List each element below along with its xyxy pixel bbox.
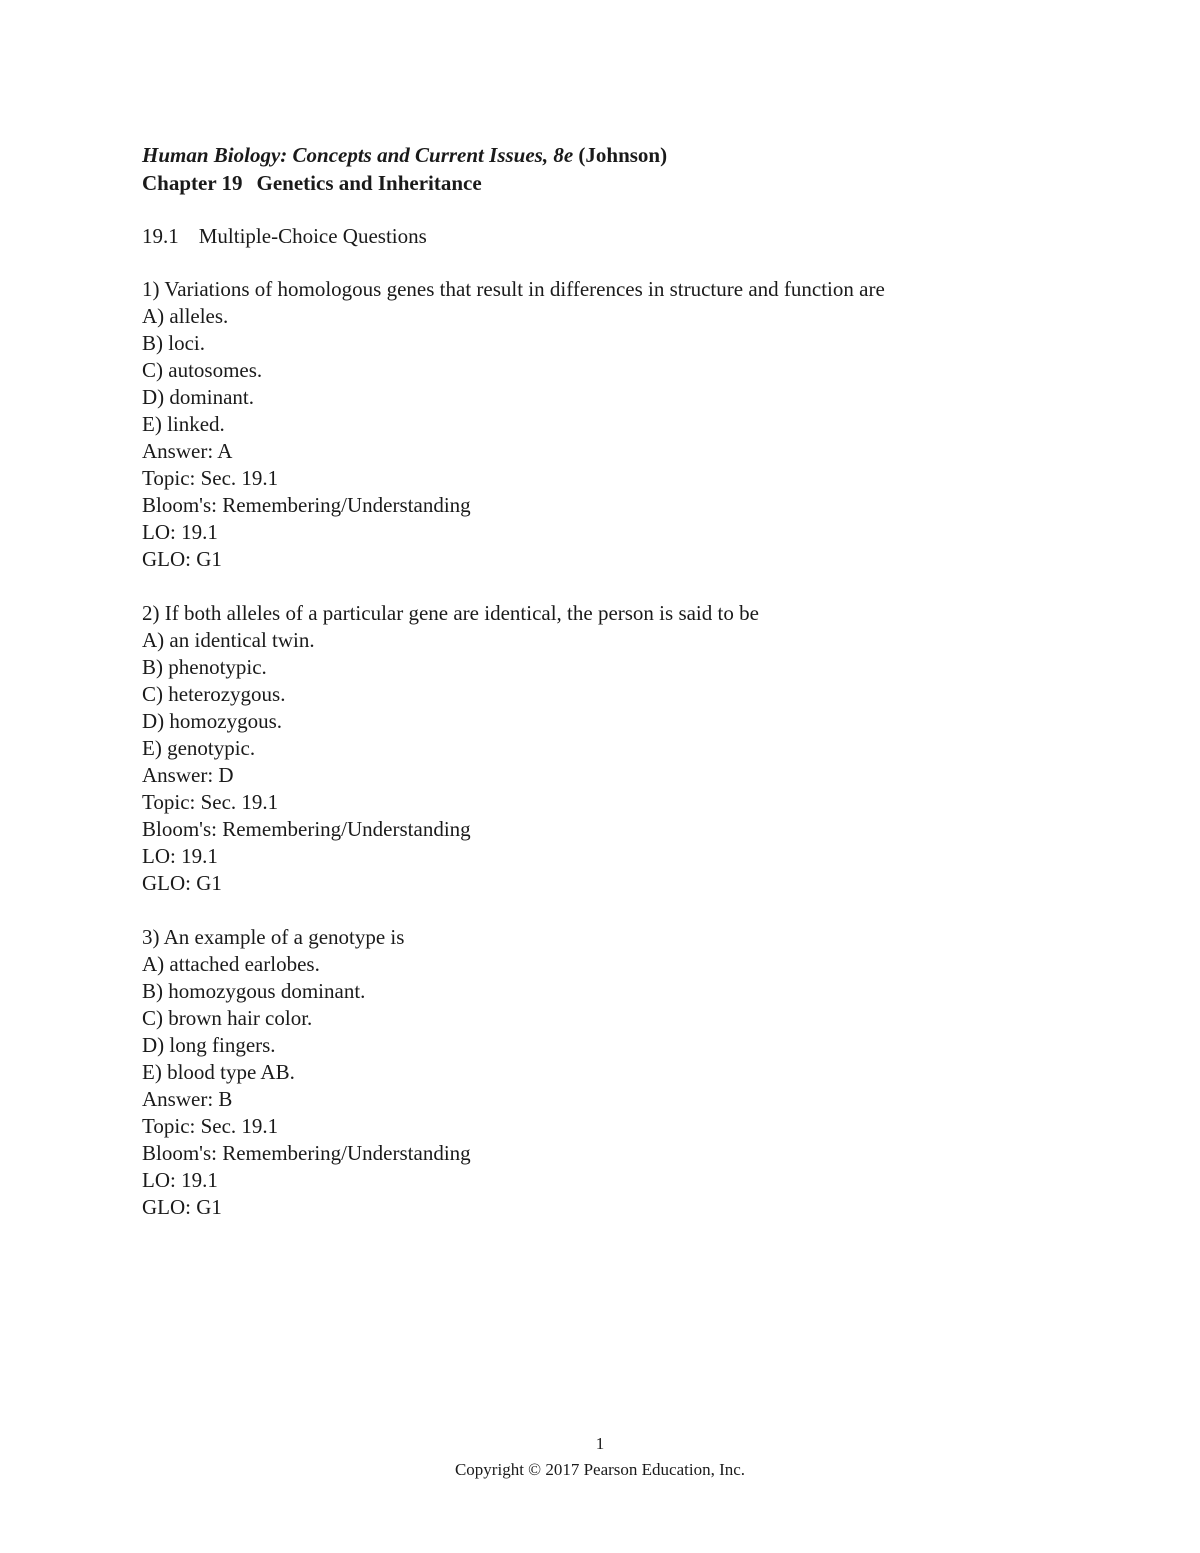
option-b: B) homozygous dominant. [142, 979, 366, 1003]
option-d: D) dominant. [142, 385, 254, 409]
question-3 [142, 924, 1102, 1221]
question-stem: 3) An example of a genotype is [142, 925, 405, 949]
book-author: (Johnson) [573, 143, 668, 167]
answer: Answer: D [142, 763, 234, 787]
topic: Topic: Sec. 19.1 [142, 466, 279, 490]
learning-objective: LO: 19.1 [142, 844, 218, 868]
section-title: Multiple-Choice Questions [198, 224, 427, 248]
section-heading [142, 223, 1102, 250]
learning-objective: LO: 19.1 [142, 520, 218, 544]
option-d: D) long fingers. [142, 1033, 276, 1057]
copyright-notice: Copyright © 2017 Pearson Education, Inc. [454, 1460, 746, 1479]
spacer [142, 250, 1102, 276]
option-a: A) attached earlobes. [142, 952, 320, 976]
option-c: C) autosomes. [142, 358, 263, 382]
question-2 [142, 600, 1102, 897]
section-number: 19.1 [142, 224, 179, 248]
global-learning-objective: GLO: G1 [142, 1195, 222, 1219]
option-a: A) an identical twin. [142, 628, 315, 652]
answer: Answer: A [142, 439, 233, 463]
option-d: D) homozygous. [142, 709, 282, 733]
answer: Answer: B [142, 1087, 233, 1111]
option-c: C) heterozygous. [142, 682, 286, 706]
option-b: B) phenotypic. [142, 655, 267, 679]
page-number: 1 [595, 1434, 605, 1453]
book-title-italic: Human Biology: Concepts and Current Issues, 8e [142, 143, 574, 167]
book-title [142, 141, 1102, 169]
question-stem: 2) If both alleles of a particular gene are identical, the person is said to be [142, 601, 759, 625]
topic: Topic: Sec. 19.1 [142, 790, 279, 814]
spacer [142, 197, 1102, 223]
chapter-label: Chapter 19 [142, 171, 243, 195]
option-a: A) alleles. [142, 304, 229, 328]
option-e: E) genotypic. [142, 736, 256, 760]
blooms: Bloom's: Remembering/Understanding [142, 817, 471, 841]
option-b: B) loci. [142, 331, 205, 355]
question-1 [142, 276, 1102, 573]
topic: Topic: Sec. 19.1 [142, 1114, 279, 1138]
page-content [142, 141, 1102, 1248]
blooms: Bloom's: Remembering/Understanding [142, 1141, 471, 1165]
option-e: E) linked. [142, 412, 225, 436]
blooms: Bloom's: Remembering/Understanding [142, 493, 471, 517]
chapter-heading [142, 169, 1102, 197]
learning-objective: LO: 19.1 [142, 1168, 218, 1192]
option-c: C) brown hair color. [142, 1006, 313, 1030]
chapter-title: Genetics and Inheritance [256, 171, 482, 195]
global-learning-objective: GLO: G1 [142, 547, 222, 571]
question-stem: 1) Variations of homologous genes that result in differences in structure and function are [142, 277, 885, 301]
option-e: E) blood type AB. [142, 1060, 295, 1084]
global-learning-objective: GLO: G1 [142, 871, 222, 895]
